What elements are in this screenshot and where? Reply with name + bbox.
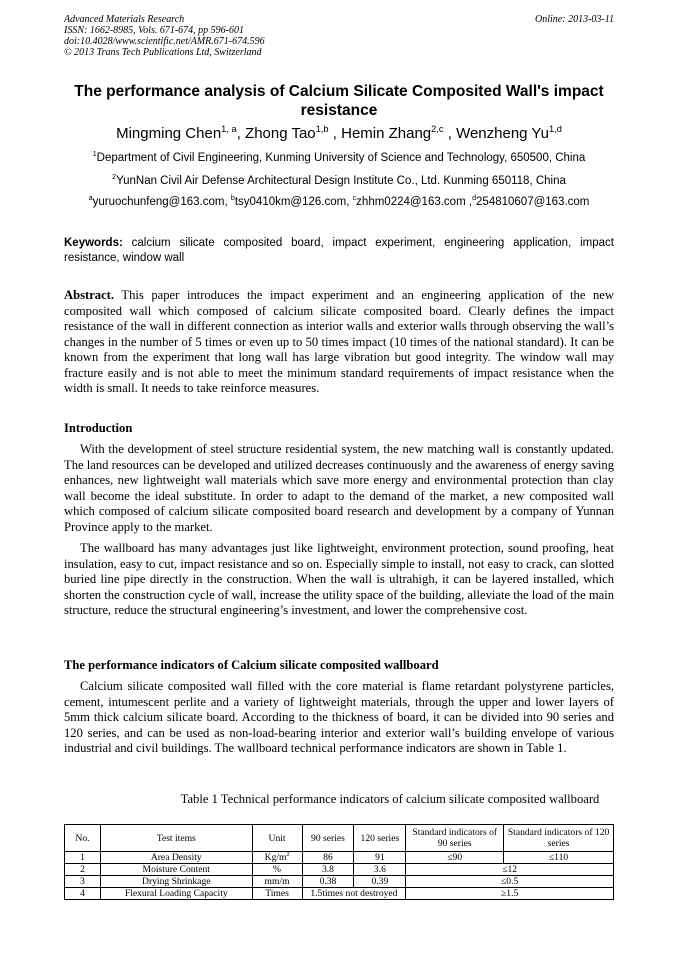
column-header: Standard indicators of 120 series bbox=[504, 825, 614, 852]
table-row bbox=[65, 876, 614, 888]
table-caption: Table 1 Technical performance indicators of calcium silicate composited wallboard bbox=[180, 792, 600, 806]
table-cell: 86 bbox=[302, 852, 354, 864]
email-address[interactable]: yuruochunfeng@163.com, bbox=[92, 196, 231, 208]
affiliation-1 bbox=[64, 151, 614, 165]
affiliation-2 bbox=[64, 174, 614, 188]
email-mark: c bbox=[352, 194, 357, 203]
author-affiliation-mark: 1,b bbox=[315, 124, 329, 134]
introduction-heading: Introduction bbox=[64, 421, 133, 435]
author-separator: , bbox=[443, 125, 457, 142]
column-header: Test items bbox=[100, 825, 252, 852]
author-affiliation-mark: 2,c bbox=[431, 124, 444, 134]
column-header: Unit bbox=[252, 825, 302, 852]
author-name: Hemin Zhang bbox=[341, 125, 432, 142]
email-mark: b bbox=[230, 194, 235, 203]
table-cell: 1 bbox=[65, 852, 101, 864]
author-separator: , bbox=[328, 125, 342, 142]
online-date: Online: 2013-03-11 bbox=[535, 14, 614, 25]
table-cell bbox=[252, 852, 302, 864]
table-cell: 0.39 bbox=[354, 876, 406, 888]
journal-header bbox=[64, 14, 265, 58]
table-cell: 0.38 bbox=[302, 876, 354, 888]
issn-line: ISSN: 1662-8985, Vols. 671-674, pp 596-601 bbox=[64, 25, 244, 36]
column-header: 90 series bbox=[302, 825, 354, 852]
table-cell: Area Density bbox=[100, 852, 252, 864]
email-list bbox=[64, 195, 614, 209]
performance-table bbox=[64, 824, 614, 900]
table-cell: 4 bbox=[65, 888, 101, 900]
email-address[interactable]: 254810607@163.com bbox=[476, 196, 590, 208]
author-name: Wenzheng Yu bbox=[456, 125, 549, 142]
abstract-text: This paper introduces the impact experiment and an engineering application of the new composited wall which composed of calcium silicate composited board. Clearly defines the impact resistance of the wall in different connection as interior walls and exterior walls through observing the wall’s changes in the number of 5 times or even up to 50 times impact (10 times of the national standard). It can be known from the experiment that long wall has large vibration but good integrity. The window wall may fracture easily and is not able to meet the minimum standard requirements of impact resistance when the width is small. It needs to take reinforce measures. bbox=[64, 288, 614, 395]
author-affiliation-mark: 1,d bbox=[548, 124, 562, 134]
email-mark: a bbox=[88, 194, 93, 203]
table-row bbox=[65, 888, 614, 900]
introduction-paragraph-2: The wallboard has many advantages just like lightweight, environment protection, sound proofing, heat insulation, easy to cut, impact resistance and so on. Especially simple to install, not easy to crack, can slotted buried line pipe directly in the construction. When the wall is ultrahigh, it can be layered installed, which shorten the construction cycle of wall, increase the utility space of the building, alleviate the load of the main structure, reduce the structural engineering’s investment, and lower the comprehensive cost. bbox=[64, 541, 614, 617]
unit-superscript: 2 bbox=[286, 851, 290, 858]
table-cell: Flexural Loading Capacity bbox=[100, 888, 252, 900]
introduction-paragraph-1: With the development of steel structure residential system, the new matching wall is constantly updated. The land resources can be developed and utilized decreases continuously and the awareness of energy saving enhances, new lightweight wall materials which save more energy and environmental protection than clay wall become the ideal substitute. In order to adapt to the demand of the market, a new composited wall which composed of calcium silicate composited board research and development by a company of Yunnan Province apply to the market. bbox=[64, 442, 614, 534]
paper-title: The performance analysis of Calcium Silicate Composited Wall's impact resistance bbox=[74, 83, 604, 119]
email-mark: d bbox=[472, 194, 477, 203]
table-cell: mm/m bbox=[252, 876, 302, 888]
affiliation-text: Department of Civil Engineering, Kunming University of Science and Technology, 650500, China bbox=[96, 152, 586, 164]
author-list bbox=[64, 124, 614, 143]
performance-heading: The performance indicators of Calcium silicate composited wallboard bbox=[64, 658, 439, 672]
table-row bbox=[65, 852, 614, 864]
author-separator: , bbox=[236, 125, 246, 142]
table-cell: 3.8 bbox=[302, 864, 354, 876]
table-cell: Moisture Content bbox=[100, 864, 252, 876]
doi-line[interactable]: doi:10.4028/www.scientific.net/AMR.671-674.596 bbox=[64, 36, 265, 47]
journal-name: Advanced Materials Research bbox=[64, 14, 185, 25]
table-cell: 2 bbox=[65, 864, 101, 876]
performance-paragraph-1: Calcium silicate composited wall filled with the core material is flame retardant polystyrene particles, cement, intumescent perlite and a variety of lightweight materials, through the upper and lower layers of 5mm thick calcium silicate board. According to the thickness of board, it can be divided into 90 series and 120 series, and can be used as non-load-bearing interior and exterior wall’s building envelope of various industrial and civil buildings. The wallboard technical performance indicators are shown in Table 1. bbox=[64, 679, 614, 755]
table-cell: ≤0.5 bbox=[406, 876, 614, 888]
table-cell: Drying Shrinkage bbox=[100, 876, 252, 888]
table-cell: ≤110 bbox=[504, 852, 614, 864]
table-cell: ≤12 bbox=[406, 864, 614, 876]
author-name: Zhong Tao bbox=[245, 125, 316, 142]
table-cell: 91 bbox=[354, 852, 406, 864]
abstract bbox=[64, 288, 614, 397]
table-header-row bbox=[65, 825, 614, 852]
author-name: Mingming Chen bbox=[116, 125, 222, 142]
table-cell: 3.6 bbox=[354, 864, 406, 876]
affiliation-mark: 1 bbox=[92, 150, 97, 159]
keywords bbox=[64, 236, 614, 266]
table-cell: ≤90 bbox=[406, 852, 504, 864]
table-cell: 3 bbox=[65, 876, 101, 888]
keywords-text: calcium silicate composited board, impact experiment, engineering application, impact resistance, window wall bbox=[64, 237, 614, 264]
abstract-label: Abstract. bbox=[64, 288, 115, 302]
affiliation-text: YunNan Civil Air Defense Architectural Design Institute Co., Ltd. Kunming 650118, China bbox=[116, 175, 566, 187]
keywords-label: Keywords: bbox=[64, 237, 123, 249]
table-cell: 1.5times not destroyed bbox=[302, 888, 406, 900]
column-header: Standard indicators of 90 series bbox=[406, 825, 504, 852]
author-affiliation-mark: 1, a bbox=[221, 124, 237, 134]
copyright-line: © 2013 Trans Tech Publications Ltd, Switzerland bbox=[64, 47, 262, 58]
column-header: No. bbox=[65, 825, 101, 852]
email-address[interactable]: tsy0410km@126.com, bbox=[234, 196, 353, 208]
column-header: 120 series bbox=[354, 825, 406, 852]
table-row bbox=[65, 864, 614, 876]
email-address[interactable]: zhhm0224@163.com , bbox=[356, 196, 473, 208]
unit-text: Kg/m bbox=[264, 852, 287, 863]
table-cell: % bbox=[252, 864, 302, 876]
table-cell: Times bbox=[252, 888, 302, 900]
affiliation-mark: 2 bbox=[112, 173, 117, 182]
table-cell: ≥1.5 bbox=[406, 888, 614, 900]
